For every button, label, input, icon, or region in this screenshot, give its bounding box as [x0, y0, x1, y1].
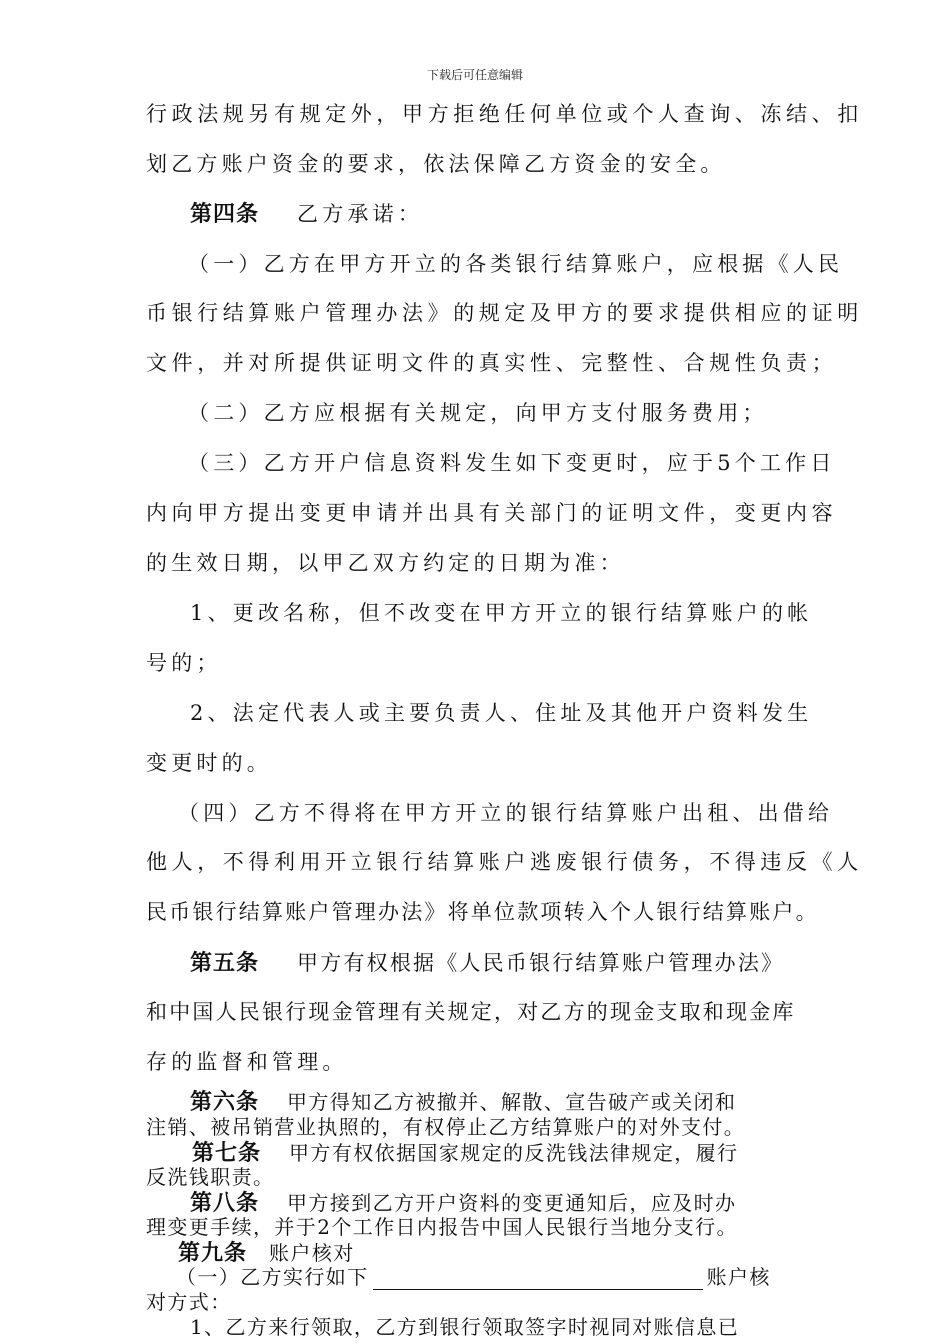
body-line: （三）乙方开户信息资料发生如下变更时，应于5个工作日 [188, 451, 836, 475]
article-text: 甲方有权根据《人民币银行结算账户管理办法》 [297, 951, 785, 975]
article-label: 第四条 [190, 202, 260, 227]
article-text: （一）乙方实行如下 [176, 1265, 369, 1289]
article-text: 甲方有权依据国家规定的反洗钱法律规定，履行 [289, 1141, 739, 1165]
body-line: 民币银行结算账户管理办法》将单位款项转入个人银行结算账户。 [146, 900, 819, 924]
article-4-heading [190, 197, 423, 228]
body-line: 存的监督和管理。 [146, 1050, 348, 1074]
body-line: 对方式： [146, 1290, 232, 1314]
article-title: 账户核对 [269, 1241, 355, 1265]
body-line: 他人，不得利用开立银行结算账户逃废银行债务，不得违反《人 [146, 850, 863, 874]
body-line: 和中国人民银行现金管理有关规定，对乙方的现金支取和现金库 [146, 1000, 796, 1024]
body-line: 反洗钱职责。 [146, 1165, 275, 1189]
article-label: 第八条 [190, 1191, 260, 1216]
account-check-line [176, 1261, 771, 1290]
body-line: 内向甲方提出变更申请并出具有关部门的证明文件，变更内容 [146, 501, 838, 525]
article-title: 乙方承诺： [297, 202, 424, 226]
body-line: 币银行结算账户管理办法》的规定及甲方的要求提供相应的证明 [146, 301, 863, 325]
article-text: 账户核 [706, 1265, 771, 1289]
article-label: 第六条 [190, 1090, 260, 1115]
article-label: 第九条 [178, 1241, 248, 1266]
body-line: 的生效日期，以甲乙双方约定的日期为准： [146, 551, 625, 575]
page-header: 下载后可任意编辑 [426, 68, 523, 82]
body-line: 变更时的。 [146, 751, 272, 775]
article-text: 甲方接到乙方开户资料的变更通知后，应及时办 [287, 1191, 737, 1215]
body-line: 理变更手续，并于2个工作日内报告中国人民银行当地分支行。 [146, 1215, 738, 1239]
body-line: 号的； [146, 651, 222, 675]
fill-in-blank[interactable] [373, 1267, 703, 1290]
body-line: 注销、被吊销营业执照的，有权停止乙方结算账户的对外支付。 [146, 1115, 746, 1139]
article-label: 第五条 [190, 951, 260, 976]
article-5-heading [190, 946, 784, 977]
body-line: 1、乙方来行领取，乙方到银行领取签字时视同对账信息已 [190, 1315, 740, 1339]
body-line: （一）乙方在甲方开立的各类银行结算账户，应根据《人民 [188, 252, 844, 276]
body-line: 文件，并对所提供证明文件的真实性、完整性、合规性负责； [146, 351, 838, 375]
body-line: （二）乙方应根据有关规定，向甲方支付服务费用； [188, 401, 768, 425]
body-line: 1、更改名称，但不改变在甲方开立的银行结算账户的帐 [190, 601, 813, 625]
body-line: （四）乙方不得将在甲方开立的银行结算账户出租、出借给 [178, 801, 834, 825]
article-text: 甲方得知乙方被撤并、解散、宣告破产或关闭和 [287, 1090, 737, 1114]
body-line: 行政法规另有规定外，甲方拒绝任何单位或个人查询、冻结、扣 [146, 102, 863, 126]
body-line: 2、法定代表人或主要负责人、住址及其他开户资料发生 [190, 701, 813, 725]
body-line: 划乙方账户资金的要求，依法保障乙方资金的安全。 [146, 152, 726, 176]
article-label: 第七条 [192, 1141, 262, 1166]
